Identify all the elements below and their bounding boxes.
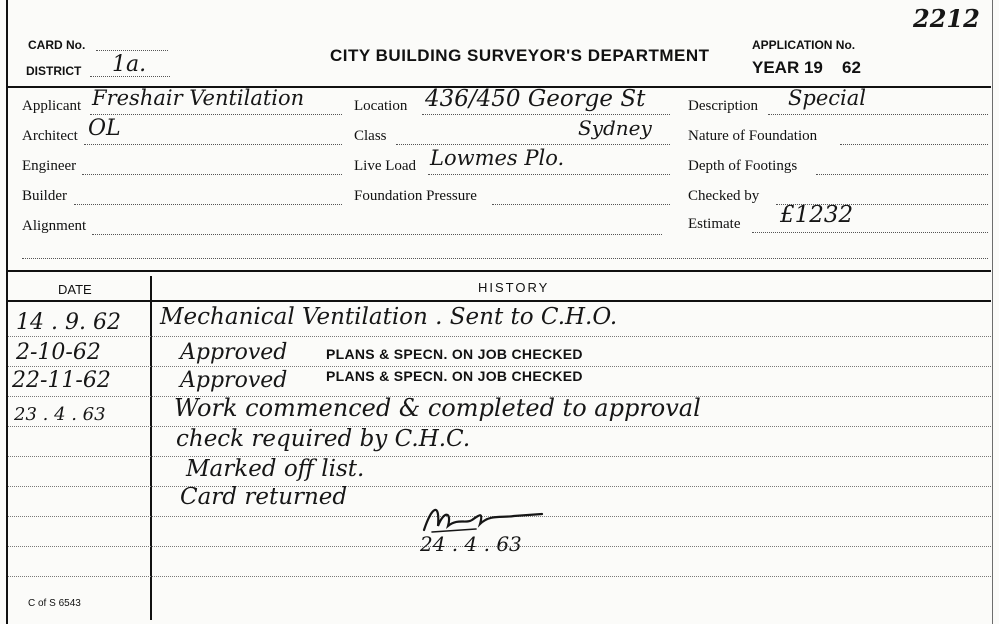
history-column-header: HISTORY (478, 280, 550, 295)
applicant-label: Applicant (22, 98, 82, 114)
row-2-stamp: PLANS & SPECN. ON JOB CHECKED (326, 346, 583, 362)
row-rule (8, 336, 991, 337)
card-no-line (96, 50, 168, 51)
class-label: Class (354, 128, 387, 144)
row-4-history: Work commenced & completed to approval (174, 394, 701, 422)
district-label: DISTRICT (26, 64, 82, 78)
engineer-label: Engineer (22, 158, 77, 174)
nature-of-foundation-label: Nature of Foundation (688, 128, 818, 144)
builder-label: Builder (22, 188, 67, 204)
alignment-line (92, 234, 662, 235)
checked-by-label: Checked by (688, 188, 760, 204)
row-4-date: 23 . 4 . 63 (14, 404, 106, 425)
row-3-history: Approved (180, 368, 288, 393)
row-2-date: 2-10-62 (16, 340, 101, 365)
depth-of-footings-label: Depth of Footings (688, 158, 798, 174)
description-line (768, 114, 988, 115)
builder-line (74, 204, 342, 205)
card-no-label: CARD No. (28, 38, 86, 52)
estimate-label: Estimate (688, 216, 741, 232)
year-value: 62 (842, 58, 861, 77)
estimate-value: £1232 (780, 202, 854, 228)
inspector-signature (418, 496, 548, 536)
department-title: CITY BUILDING SURVEYOR'S DEPARTMENT (330, 46, 710, 65)
application-number: 2212 (913, 4, 980, 33)
live-load-label: Live Load (354, 158, 417, 174)
live-load-value: Lowmes Plo. (430, 146, 565, 170)
depth-of-footings-line (816, 174, 988, 175)
extra-line (22, 258, 988, 259)
alignment-label: Alignment (22, 218, 87, 234)
architect-line (84, 144, 342, 145)
date-column-divider (150, 276, 152, 620)
row-rule (8, 486, 991, 487)
card-left-edge (6, 0, 8, 624)
location-label: Location (354, 98, 408, 114)
table-header-rule (8, 300, 991, 302)
row-rule (8, 576, 991, 577)
location-value-line-2: Sydney (578, 116, 652, 140)
location-value: 436/450 George St (425, 86, 646, 112)
row-rule (8, 426, 991, 427)
row-2-history: Approved (180, 340, 288, 365)
row-rule (8, 366, 991, 367)
row-1-history: Mechanical Ventilation . Sent to C.H.O. (160, 304, 618, 330)
live-load-line (428, 174, 670, 175)
date-column-header: DATE (58, 282, 92, 297)
row-3-stamp: PLANS & SPECN. ON JOB CHECKED (326, 368, 583, 384)
row-3-date: 22-11-62 (12, 368, 111, 393)
nature-of-foundation-line (840, 144, 988, 145)
engineer-line (82, 174, 342, 175)
application-no-label: APPLICATION No. (752, 38, 856, 52)
year-label: YEAR 19 (752, 58, 823, 77)
row-1-date: 14 . 9. 62 (16, 310, 121, 335)
description-value: Special (788, 86, 866, 110)
form-code: C of S 6543 (28, 598, 81, 609)
table-top-rule (8, 270, 991, 272)
row-7-history: Card returned (180, 484, 348, 510)
row-5-history: check required by C.H.C. (176, 426, 471, 452)
card-right-edge (992, 0, 993, 624)
row-rule (8, 456, 991, 457)
applicant-line (90, 114, 342, 115)
architect-value: OL (88, 116, 121, 141)
row-6-history: Marked off list. (186, 456, 365, 482)
district-value: 1a. (112, 52, 147, 77)
foundation-pressure-line (492, 204, 670, 205)
class-line (396, 144, 670, 145)
estimate-line (752, 232, 988, 233)
architect-label: Architect (22, 128, 78, 144)
foundation-pressure-label: Foundation Pressure (354, 188, 477, 204)
applicant-value: Freshair Ventilation (92, 86, 305, 110)
description-label: Description (688, 98, 758, 114)
location-line (422, 114, 670, 115)
signature-date: 24 . 4 . 63 (420, 532, 522, 556)
